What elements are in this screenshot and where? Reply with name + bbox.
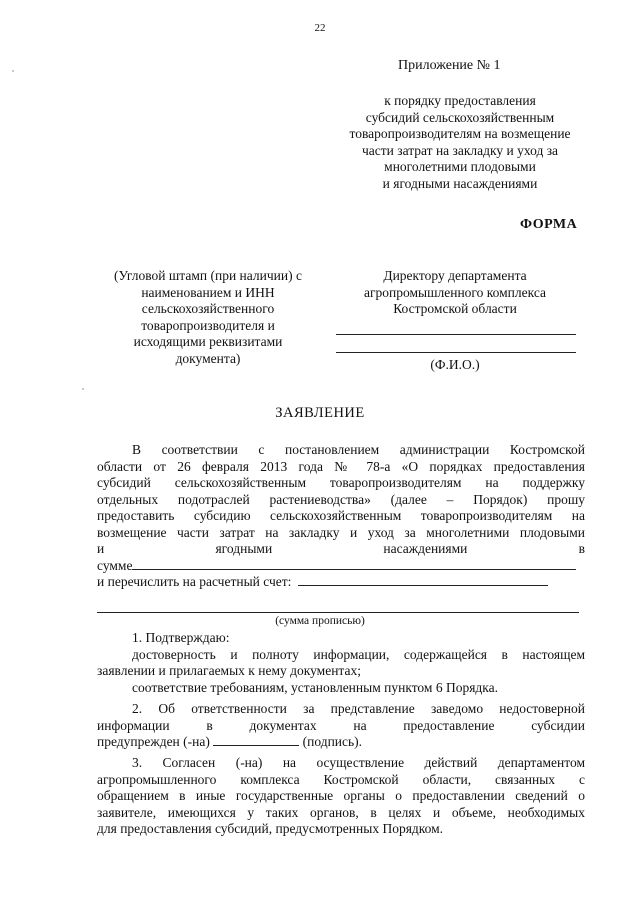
account-row — [97, 574, 585, 591]
signature-input-line[interactable] — [213, 734, 299, 746]
signature-label: (подпись). — [302, 734, 363, 749]
item3-line: 3. Согласен (-на) на осуществление действий департаментом — [132, 755, 585, 770]
intro-line: В соответствии с постановлением администрации Костромской — [132, 442, 585, 457]
appendix-line: многолетними плодовыми — [384, 159, 536, 174]
appendix-reference — [310, 93, 610, 192]
addressee-line: Директору департамента — [383, 268, 527, 283]
item1-title: 1. Подтверждаю: — [132, 630, 230, 645]
appendix-line: части затрат на закладку и уход за — [361, 142, 559, 158]
sum-input-line[interactable] — [132, 558, 576, 570]
stamp-line: исходящими реквизитами — [133, 334, 283, 349]
sum-caption: (сумма прописью) — [275, 615, 365, 627]
account-label: и перечислить на расчетный счет: — [97, 574, 292, 589]
item2-section — [97, 701, 585, 751]
signature-row — [97, 734, 585, 751]
item3-line: обращением в иные государственные органы о предоставлении сведений о — [97, 788, 585, 803]
intro-line: субсидий сельскохозяйственным товаропроизводителям на поддержку — [97, 475, 585, 490]
item2-line: информации в документах на предоставление субсидии — [97, 717, 585, 733]
sum-label: сумме — [97, 557, 133, 573]
intro-line: возмещение части затрат на закладку и уход за многолетними плодовыми — [97, 524, 585, 540]
appendix-title: Приложение № 1 — [398, 58, 501, 73]
addressee-name-line-2 — [336, 352, 576, 353]
item1-text-line: заявлении и прилагаемых к нему документах; — [97, 663, 361, 678]
item1-text-line: достоверность и полноту информации, содержащейся в настоящем — [132, 646, 585, 662]
intro-line: отдельных подотраслей растениеводства» (далее – Порядок) прошу — [97, 491, 585, 507]
appendix-line: товаропроизводителям на возмещение — [349, 126, 571, 141]
item3-line: для предоставления субсидий, предусмотренных Порядком. — [97, 821, 444, 836]
addressee-line: Костромской области — [393, 301, 517, 316]
item3-line: заявителе, имеющихся у таких органов, в целях и объеме, необходимых — [97, 804, 585, 820]
stamp-line: наименованием и ИНН — [141, 284, 275, 300]
intro-paragraph — [97, 442, 585, 591]
stamp-line: (Угловой штамп (при наличии) с — [114, 268, 302, 283]
sum-row — [97, 558, 585, 575]
warned-label: предупрежден (-на) — [97, 734, 210, 749]
form-label: ФОРМА — [520, 217, 578, 232]
account-input-line[interactable] — [298, 574, 548, 586]
addressee-line: агропромышленного комплекса — [364, 284, 546, 300]
corner-stamp-block — [92, 268, 324, 367]
item1-section — [97, 630, 585, 696]
page-number: 22 — [314, 22, 326, 34]
intro-line: предоставить субсидию сельскохозяйственным товаропроизводителям на — [97, 508, 585, 523]
stamp-line: документа) — [175, 350, 241, 366]
fio-label: (Ф.И.О.) — [430, 357, 480, 372]
item2-line: 2. Об ответственности за представление заведомо недостоверной — [132, 701, 585, 716]
sum-in-words-line[interactable] — [97, 612, 579, 613]
addressee-name-line-1 — [336, 334, 576, 335]
item1-text-line: соответствие требованиям, установленным пунктом 6 Порядка. — [132, 679, 499, 695]
stamp-line: сельскохозяйственного — [141, 301, 275, 316]
appendix-line: субсидий сельскохозяйственным — [365, 109, 555, 125]
stamp-line: товаропроизводителя и — [141, 317, 275, 333]
appendix-line: к порядку предоставления — [384, 93, 536, 108]
document-title: ЗАЯВЛЕНИЕ — [275, 405, 365, 421]
intro-line: и ягодными насаждениями в — [97, 541, 585, 556]
appendix-line: и ягодными насаждениями — [382, 175, 538, 191]
item3-line: агропромышленного комплекса Костромской области, связанных с — [97, 771, 585, 787]
item3-section — [97, 755, 585, 838]
scan-speck — [82, 388, 84, 390]
scan-speck — [12, 70, 14, 72]
intro-line: области от 26 февраля 2013 года № 78-а «О порядках предоставления — [97, 458, 585, 474]
addressee-block — [330, 268, 580, 318]
